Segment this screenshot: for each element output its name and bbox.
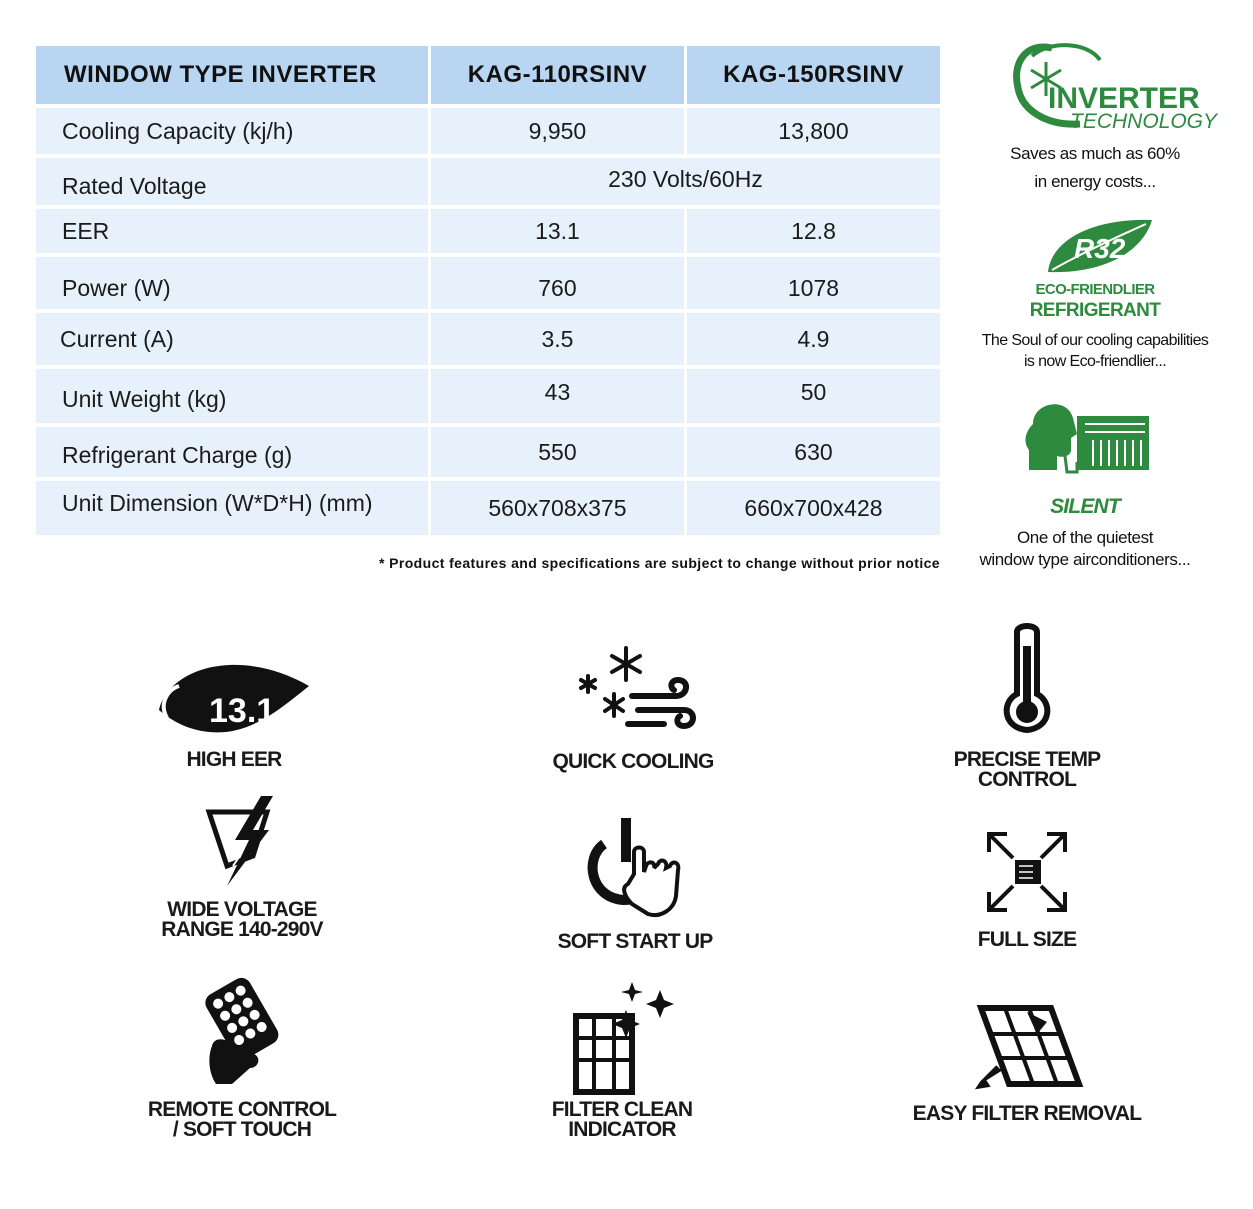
row-value: 760 [431,257,687,313]
spec-table [36,46,940,539]
table-row [36,209,940,257]
row-label: Unit Weight (kg) [36,369,431,427]
row-value: 550 [431,427,687,481]
eer-badge-text: 13.1 [209,692,276,730]
row-value: 3.5 [431,313,687,369]
row-label: Rated Voltage [36,158,431,209]
table-title: WINDOW TYPE INVERTER [36,46,431,108]
feature-label: WIDE VOLTAGE RANGE 140-290V [161,898,323,941]
row-value: 630 [687,427,940,481]
row-label: Cooling Capacity (kj/h) [36,108,431,158]
table-row [36,158,940,209]
row-value: 12.8 [687,209,940,257]
silent-desc-1: One of the quietest [1016,528,1154,547]
feature-quick-cooling [503,640,763,772]
row-value: 9,950 [431,108,687,158]
row-value: 43 [431,369,687,427]
snowflake-wind-icon [568,640,698,744]
row-value-merged: 230 Volts/60Hz [431,158,940,209]
feature-remote-control [112,976,372,1140]
row-value: 560x708x375 [431,481,687,539]
table-row [36,427,940,481]
row-label: Refrigerant Charge (g) [36,427,431,481]
row-value: 13.1 [431,209,687,257]
row-value: 50 [687,369,940,427]
feature-label: EASY FILTER REMOVAL [912,1102,1142,1125]
model-header-2: KAG-150RSINV [687,46,940,108]
feature-filter-clean [492,976,752,1140]
row-value: 660x700x428 [687,481,940,539]
silent-title: SILENT [1050,495,1120,518]
feature-label: PRECISE TEMP CONTROL [953,748,1101,791]
row-label: Current (A) [36,313,431,369]
remote-hand-icon [192,976,292,1088]
row-label: Power (W) [36,257,431,313]
row-label: Unit Dimension (W*D*H) (mm) [36,481,431,539]
filter-removal-icon [967,1000,1087,1094]
leaf-eer-icon [149,650,319,742]
feature-label: REMOTE CONTROL / SOFT TOUCH [147,1098,337,1141]
feature-easy-filter-removal [897,1000,1157,1124]
silent-face-ac-icon [1015,394,1155,480]
feature-precise-temp [897,624,1157,790]
table-row [36,108,940,158]
r32-desc-1: The Soul of our cooling capabilities [981,332,1209,349]
inverter-technology-logo [990,36,1218,136]
inverter-desc-2: in energy costs... [1034,172,1156,191]
table-row [36,369,940,427]
table-row [36,481,940,539]
row-label: EER [36,209,431,257]
feature-label: SOFT START UP [557,930,713,953]
r32-title-2: REFRIGERANT [1029,300,1161,321]
row-value: 4.9 [687,313,940,369]
inverter-desc-1: Saves as much as 60% [1010,144,1180,163]
feature-soft-start [505,814,765,952]
logo-line-1: INVERTER [1048,82,1200,115]
thermometer-icon [997,624,1057,736]
silent-feature [955,394,1215,571]
model-header-1: KAG-110RSINV [431,46,687,108]
feature-wide-voltage [112,796,372,940]
feature-label: HIGH EER [186,748,282,771]
r32-desc-2: is now Eco-friendlier... [1023,353,1167,370]
row-value: 1078 [687,257,940,313]
table-row [36,313,940,369]
r32-title-1: ECO-FRIENDLIER [1035,281,1155,298]
feature-label: FULL SIZE [977,928,1077,951]
r32-leaf-icon [1030,214,1160,276]
logo-line-2: TECHNOLOGY [1070,110,1218,133]
silent-desc-2: window type airconditioners... [979,550,1191,569]
expand-arrows-icon [983,828,1071,916]
feature-label: FILTER CLEAN INDICATOR [551,1098,693,1141]
power-touch-icon [580,814,690,924]
filter-sparkle-icon [562,976,682,1100]
inverter-feature [960,36,1230,193]
table-row [36,257,940,313]
feature-label: QUICK COOLING [552,750,714,773]
table-header-row [36,46,940,108]
r32-badge: R32 [1074,233,1126,264]
r32-feature [950,214,1240,372]
feature-full-size [897,828,1157,950]
lightning-icon [197,796,287,888]
disclaimer-note: * Product features and specifications are subject to change without prior notice [379,555,940,571]
feature-high-eer [104,650,364,770]
row-value: 13,800 [687,108,940,158]
